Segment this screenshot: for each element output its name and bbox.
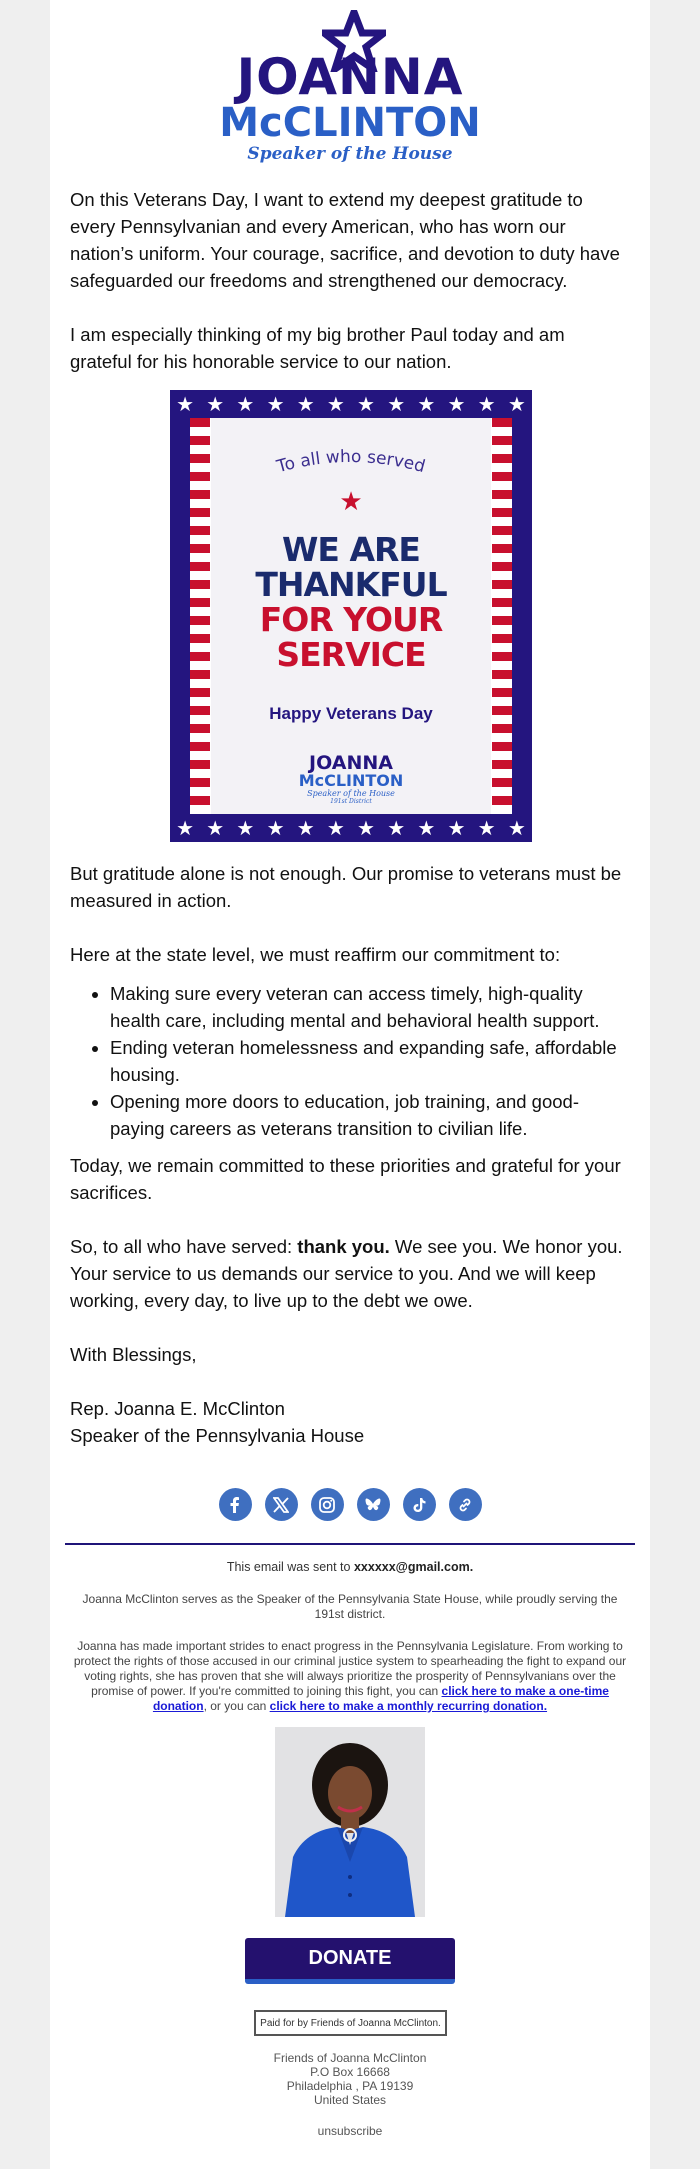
mailing-address (70, 2051, 630, 2107)
unsubscribe-link[interactable]: unsubscribe (317, 2124, 383, 2138)
card-logo-first: JOANNA (309, 752, 393, 774)
header-logo (50, 48, 650, 164)
card-headline-line4: SERVICE (276, 635, 426, 674)
intro-text (70, 186, 630, 375)
link-icon[interactable] (449, 1488, 482, 1521)
to-all-who-served (211, 438, 491, 488)
address-line-4: United States (313, 2093, 387, 2107)
recipient-email: xxxxxx@gmail.com. (353, 1560, 474, 1574)
body-paragraph-1: But gratitude alone is not enough. Our promise to veterans must be measured in action. (70, 863, 622, 911)
address-line-3: Philadelphia , PA 19139 (286, 2079, 414, 2093)
footer-divider (65, 1543, 635, 1545)
tiktok-icon[interactable] (403, 1488, 436, 1521)
social-links (50, 1488, 650, 1521)
x-icon[interactable] (265, 1488, 298, 1521)
message-body (70, 860, 630, 1449)
svg-text:To all who served: To all who served (274, 446, 428, 478)
paid-for-by-box: Paid for by Friends of Joanna McClinton. (254, 2010, 447, 2036)
closing: With Blessings, (70, 1344, 197, 1365)
logo-subtitle: Speaker of the House (247, 144, 453, 164)
card-headline-line1: WE ARE (282, 530, 420, 569)
commitment-item: • Making sure every veteran can access timely, high-quality health care, including mental and behavioral health support. (110, 980, 630, 1034)
star-row-bottom: ★ ★ ★ ★ ★ ★ ★ ★ ★ ★ ★ ★ (176, 817, 526, 840)
card-logo-last: McCLINTON (298, 771, 404, 790)
one-time-donation-link[interactable]: click here to make a one-time donation (152, 1684, 609, 1713)
intro-paragraph-1: On this Veterans Day, I want to extend my deepest gratitude to every Pennsylvanian and every American, who has worn our nation’s uniform. Your courage, sacrifice, and devotion to duty have safeguarded our freedoms and strengthened our democracy. (70, 189, 620, 291)
signature-name: Rep. Joanna E. McClinton (70, 1398, 285, 1419)
card-logo-subtitle: Speaker of the House (307, 789, 395, 798)
star-row-top: ★ ★ ★ ★ ★ ★ ★ ★ ★ ★ ★ ★ (176, 393, 526, 416)
email-body (50, 0, 650, 2169)
body-paragraph-2: Here at the state level, we must reaffirm our commitment to: (70, 944, 561, 965)
footer-serves: Joanna McClinton serves as the Speaker of the Pennsylvania State House, while proudly serving the 191st district. (82, 1592, 618, 1621)
candidate-photo (275, 1727, 425, 1917)
logo-name-first: JOANNA (236, 48, 464, 106)
commitment-item: • Opening more doors to education, job training, and good-paying careers as veterans transition to civilian life. (110, 1088, 630, 1142)
bluesky-icon[interactable] (357, 1488, 390, 1521)
monthly-donation-link[interactable]: click here to make a monthly recurring donation. (269, 1699, 548, 1713)
donate-button[interactable]: DONATE (245, 1938, 455, 1984)
card-red-star-icon: ★ (339, 486, 363, 516)
facebook-icon[interactable] (219, 1488, 252, 1521)
body-paragraph-4: So, to all who have served: thank you. We see you. We honor you. Your service to us demands our service to you. And we will keep working, every day, to live up to the debt we owe. (70, 1236, 623, 1311)
sent-to-line: This email was sent to xxxxxx@gmail.com. (226, 1560, 474, 1574)
card-headline-line2: THANKFUL (255, 565, 447, 604)
card-happy-veterans-day: Happy Veterans Day (269, 704, 433, 723)
instagram-icon[interactable] (311, 1488, 344, 1521)
card-logo (211, 754, 491, 805)
address-line-2: P.O Box 16668 (310, 2065, 390, 2079)
address-line-1: Friends of Joanna McClinton (273, 2051, 427, 2065)
commitment-list (70, 980, 630, 1142)
logo-name-last: McCLINTON (219, 100, 481, 146)
card-headline-line3: FOR YOUR (259, 600, 443, 639)
stripe-left (190, 418, 210, 814)
veterans-day-graphic (170, 390, 532, 842)
commitment-item: • Ending veteran homelessness and expanding safe, affordable housing. (110, 1034, 630, 1088)
body-paragraph-3: Today, we remain committed to these priorities and grateful for your sacrifices. (70, 1155, 621, 1203)
signature-title: Speaker of the Pennsylvania House (70, 1425, 365, 1446)
card-logo-district: 191st District (330, 798, 372, 805)
footer-strides: Joanna has made important strides to enact progress in the Pennsylvania Legislature. From working to protect the rights of those accused in our criminal justice system to spearheading the fight to expand our voting rights, she has proven that she will always prioritize the prosperity of Pennsylvanians over the promise of power. If you're committed to joining this fight, you can click here to make a one-time donation, or you can click here to make a monthly recurring donation. (73, 1639, 627, 1713)
card-headline (211, 532, 491, 672)
stripe-right (492, 418, 512, 814)
intro-paragraph-2: I am especially thinking of my big brother Paul today and am grateful for his honorable service to our nation. (70, 324, 565, 372)
